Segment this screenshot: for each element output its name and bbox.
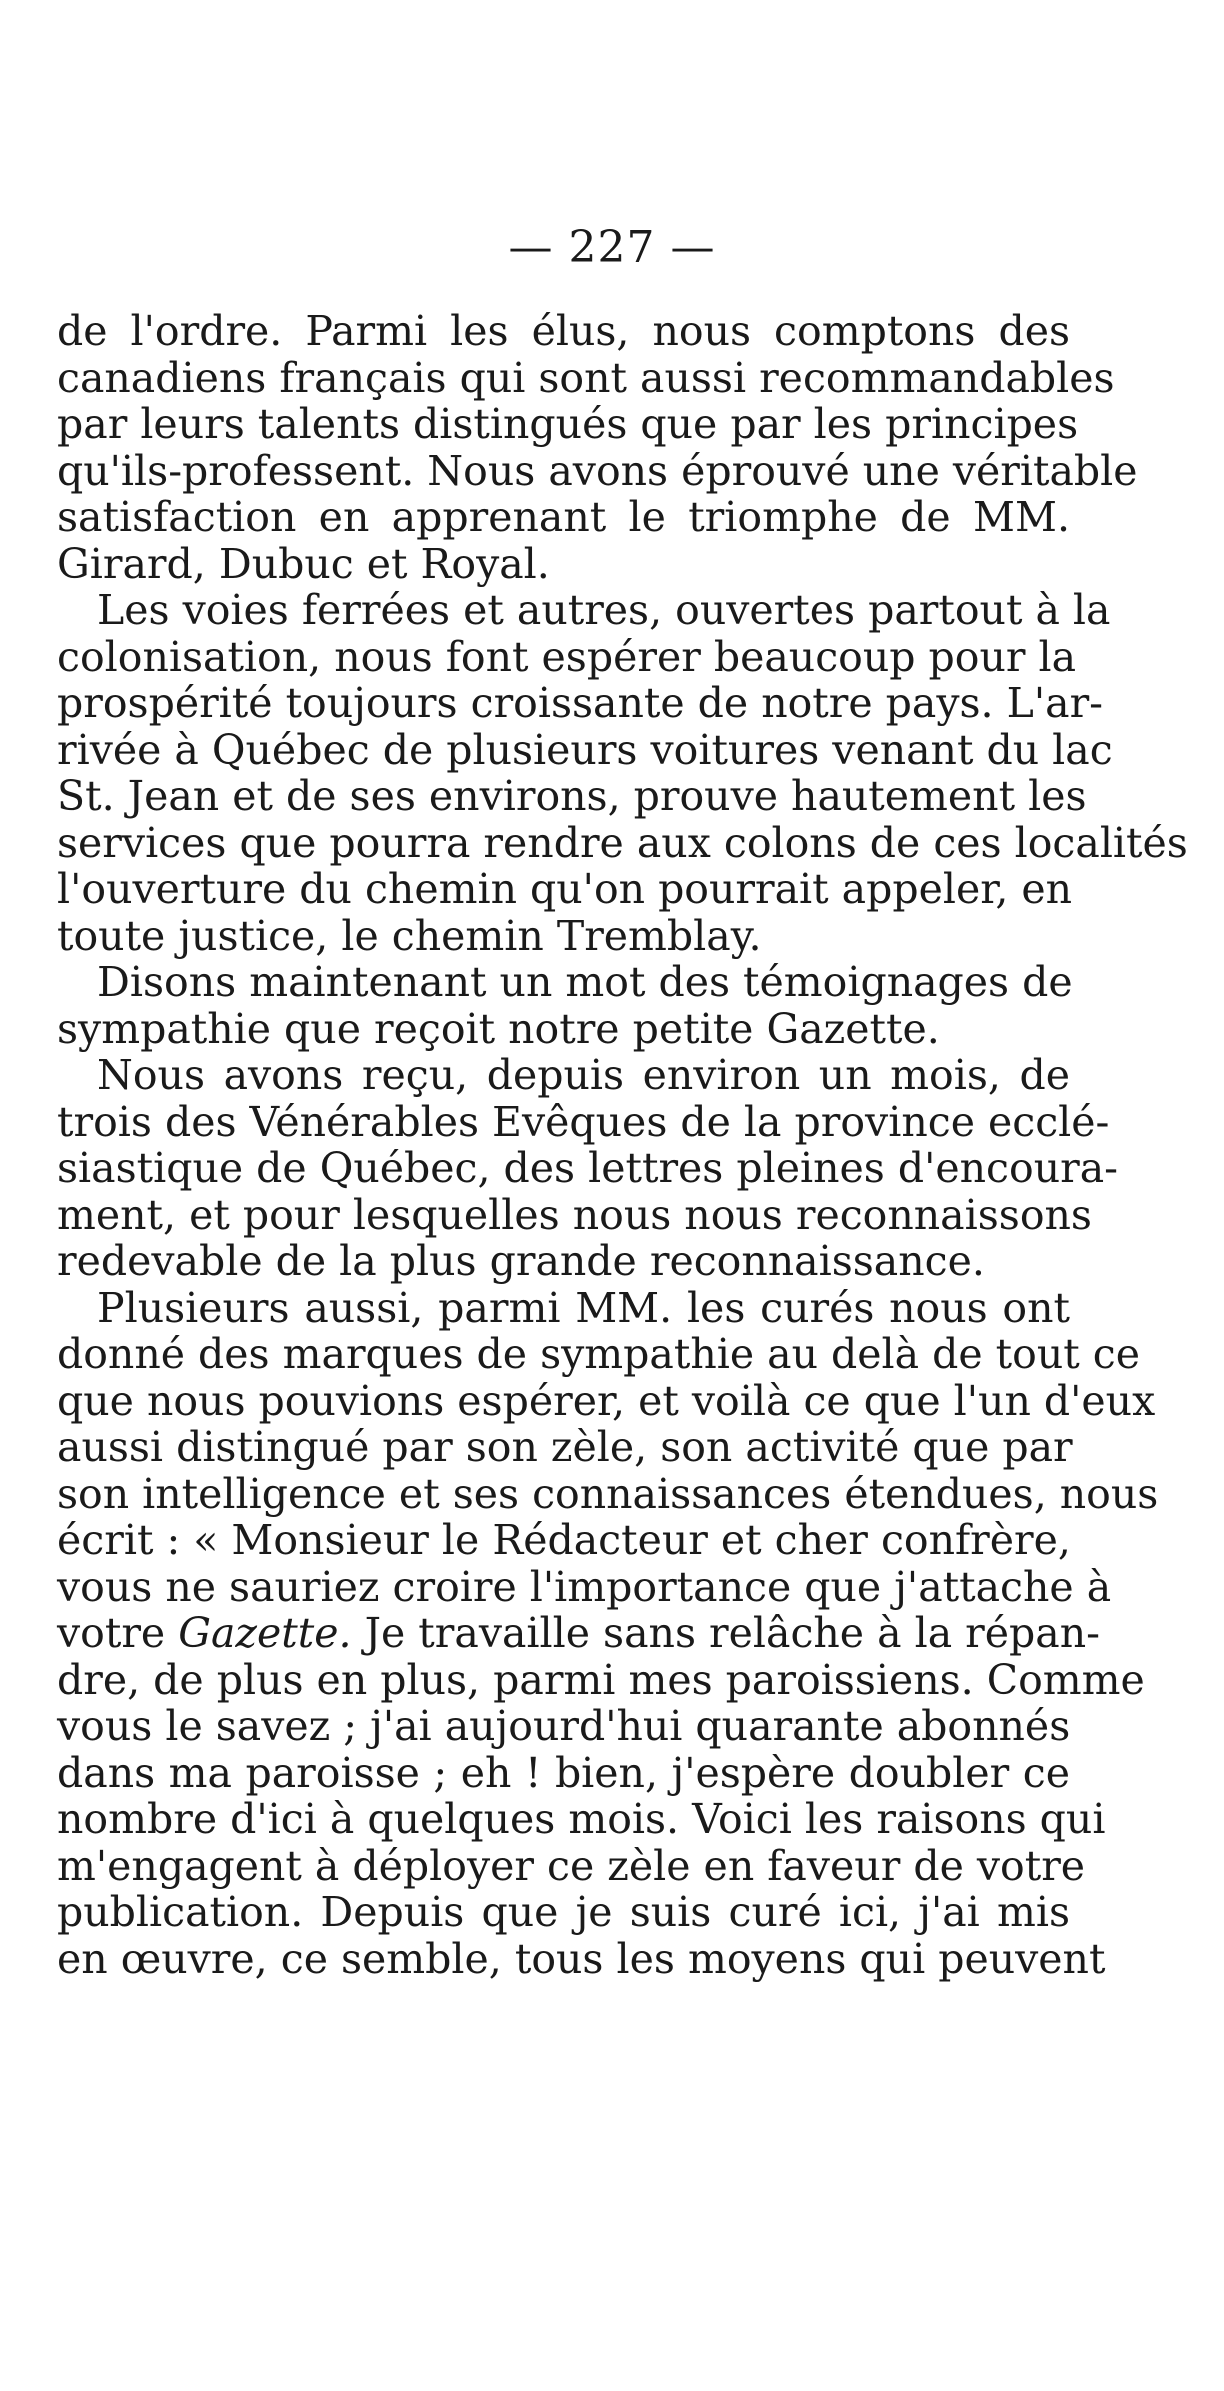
text-line: canadiens français qui sont aussi recommandables — [57, 353, 1115, 402]
text-line: dre, de plus en plus, parmi mes paroissiens. Comme — [57, 1655, 1145, 1704]
body-text — [57, 307, 1188, 1983]
text-line: ment, et pour lesquelles nous nous reconnaissons — [57, 1190, 1092, 1239]
text-line: publication. Depuis que je suis curé ici, j'ai mis — [57, 1888, 1070, 1936]
text-line: redevable de la plus grande reconnaissance. — [57, 1237, 985, 1285]
text-line: Girard, Dubuc et Royal. — [57, 539, 550, 588]
text-line: en œuvre, ce semble, tous les moyens qui peuvent — [57, 1934, 1106, 1983]
text-line: vous ne sauriez croire l'importance que j'attache à — [57, 1562, 1112, 1611]
paragraph — [57, 586, 1188, 960]
text-line: votre Gazette. Je travaille sans relâche à la répan- — [57, 1609, 1100, 1657]
text-line: Plusieurs aussi, parmi MM. les curés nous ont — [97, 1283, 1070, 1332]
text-line: m'engagent à déployer ce zèle en faveur de votre — [57, 1841, 1086, 1890]
text-line: vous le savez ; j'ai aujourd'hui quarante abonnés — [57, 1702, 1071, 1750]
text-line: l'ouverture du chemin qu'on pourrait appeler, en — [57, 865, 1073, 913]
text-line: son intelligence et ses connaissances étendues, nous — [57, 1469, 1159, 1518]
paragraph — [57, 1283, 1159, 1983]
text-line: services que pourra rendre aux colons de ces localités — [57, 818, 1188, 867]
text-line: Nous avons reçu, depuis environ un mois, de — [97, 1051, 1070, 1099]
text-line: aussi distingué par son zèle, son activité que par — [57, 1423, 1073, 1471]
text-line: rivée à Québec de plusieurs voitures venant du lac — [57, 725, 1113, 774]
text-line: donné des marques de sympathie au delà de tout ce — [57, 1330, 1140, 1378]
page-number: — 227 — — [508, 222, 716, 273]
text-line: nombre d'ici à quelques mois. Voici les raisons qui — [57, 1795, 1106, 1843]
text-line: satisfaction en apprenant le triomphe de MM. — [57, 493, 1070, 541]
text-line: sympathie que reçoit notre petite Gazette. — [57, 1004, 940, 1053]
text-line: St. Jean et de ses environs, prouve hautement les — [57, 772, 1087, 820]
text-line: siastique de Québec, des lettres pleines d'encoura- — [57, 1144, 1118, 1192]
text-line: toute justice, le chemin Tremblay. — [57, 911, 762, 960]
text-line: dans ma paroisse ; eh ! bien, j'espère doubler ce — [57, 1748, 1070, 1797]
text-line: colonisation, nous font espérer beaucoup pour la — [57, 632, 1077, 681]
text-line: Les voies ferrées et autres, ouvertes partout à la — [97, 586, 1111, 634]
paragraph — [57, 958, 1073, 1053]
text-line: que nous pouvions espérer, et voilà ce que l'un d'eux — [57, 1376, 1156, 1425]
text-line: écrit : « Monsieur le Rédacteur et cher confrère, — [57, 1516, 1071, 1564]
text-line: de l'ordre. Parmi les élus, nous comptons des — [57, 307, 1070, 355]
italic-title: Gazette. — [178, 1609, 352, 1657]
paragraph — [57, 1051, 1118, 1285]
text-line: par leurs talents distingués que par les principes — [57, 400, 1079, 448]
text-line: prospérité toujours croissante de notre pays. L'ar- — [57, 679, 1104, 727]
text-line: trois des Vénérables Evêques de la province ecclé- — [57, 1097, 1110, 1146]
text-line: qu'ils-professent. Nous avons éprouvé une véritable — [57, 446, 1138, 495]
text-line: Disons maintenant un mot des témoignages de — [97, 958, 1073, 1006]
paragraph — [57, 307, 1138, 588]
